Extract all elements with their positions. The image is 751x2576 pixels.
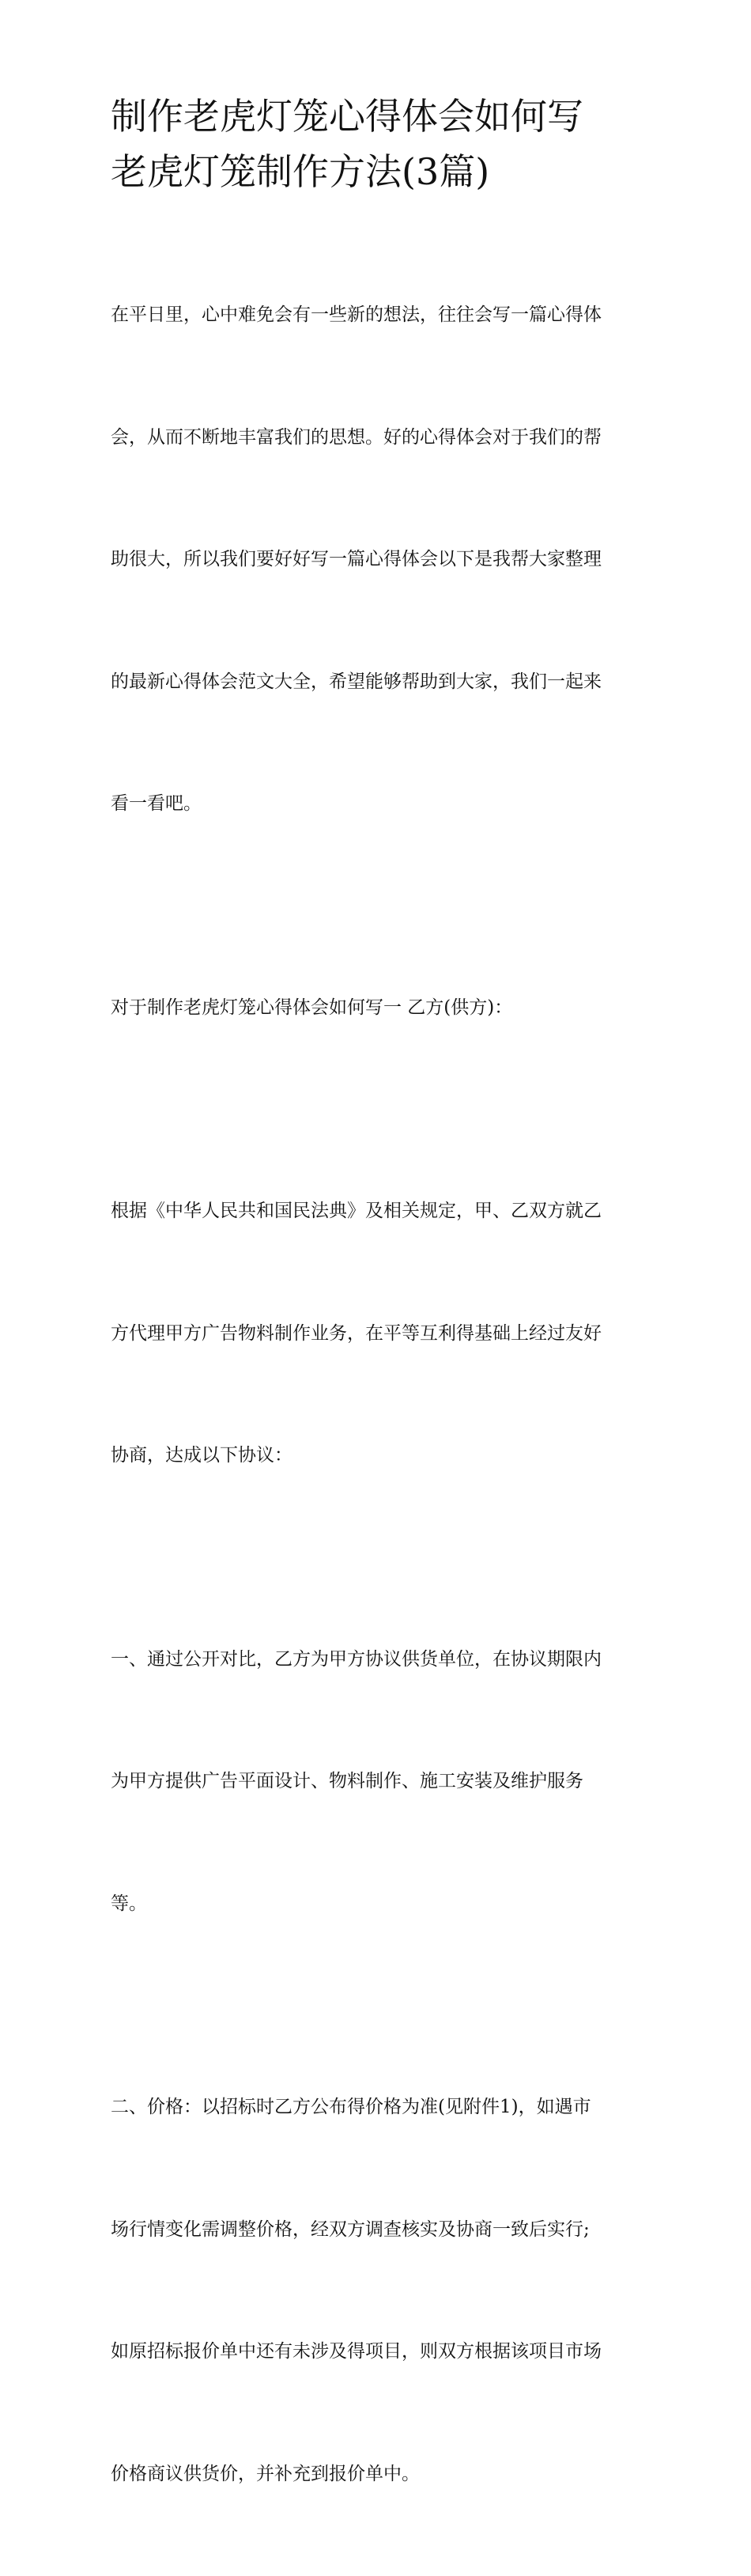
intro-paragraph: [111, 214, 648, 906]
title-line: 老虎灯笼制作方法(3篇): [111, 150, 490, 193]
text-line: 协商，达成以下协议：: [111, 1445, 292, 1466]
text-line: 一、通过公开对比，乙方为甲方协议供货单位，在协议期限内: [111, 1648, 602, 1670]
text-line: 助很大，所以我们要好好写一篇心得体会以下是我帮大家整理: [111, 549, 602, 569]
text-line: 价格商议供货价，并补充到报价单中。: [111, 2463, 420, 2484]
clause-two-paragraph: [111, 2006, 648, 2576]
clause-one-paragraph: [111, 1558, 648, 2007]
text-line: 根据《中华人民共和国民法典》及相关规定，甲、乙双方就乙: [111, 1201, 602, 1221]
text-line: 场行情变化需调整价格，经双方调查核实及协商一致后实行;: [111, 2219, 590, 2240]
text-line: 为甲方提供广告平面设计、物料制作、施工安装及维护服务: [111, 1771, 583, 1791]
title-line: 制作老虎灯笼心得体会如何写: [111, 95, 583, 138]
text-line: 会，从而不断地丰富我们的思想。好的心得体会对于我们的帮: [111, 426, 602, 448]
text-line: 方代理甲方广告物料制作业务，在平等互利得基础上经过友好: [111, 1322, 602, 1344]
text-line: 二、价格：以招标时乙方公布得价格为准(见附件1)，如遇市: [111, 2097, 591, 2117]
text-line: 如原招标报价单中还有未涉及得项目，则双方根据该项目市场: [111, 2341, 602, 2362]
page-title: [111, 89, 648, 214]
agreement-preamble-paragraph: [111, 1110, 648, 1558]
text-line: 对于制作老虎灯笼心得体会如何写一 乙方(供方)：: [111, 997, 513, 1018]
text-line: 在平日里，心中难免会有一些新的想法，往往会写一篇心得体: [111, 305, 602, 325]
section-heading-paragraph: [111, 906, 648, 1110]
document-body: [111, 89, 648, 2576]
text-line: 的最新心得体会范文大全，希望能够帮助到大家，我们一起来: [111, 671, 602, 692]
text-line: 等。: [111, 1893, 147, 1914]
text-line: 看一看吧。: [111, 793, 202, 814]
